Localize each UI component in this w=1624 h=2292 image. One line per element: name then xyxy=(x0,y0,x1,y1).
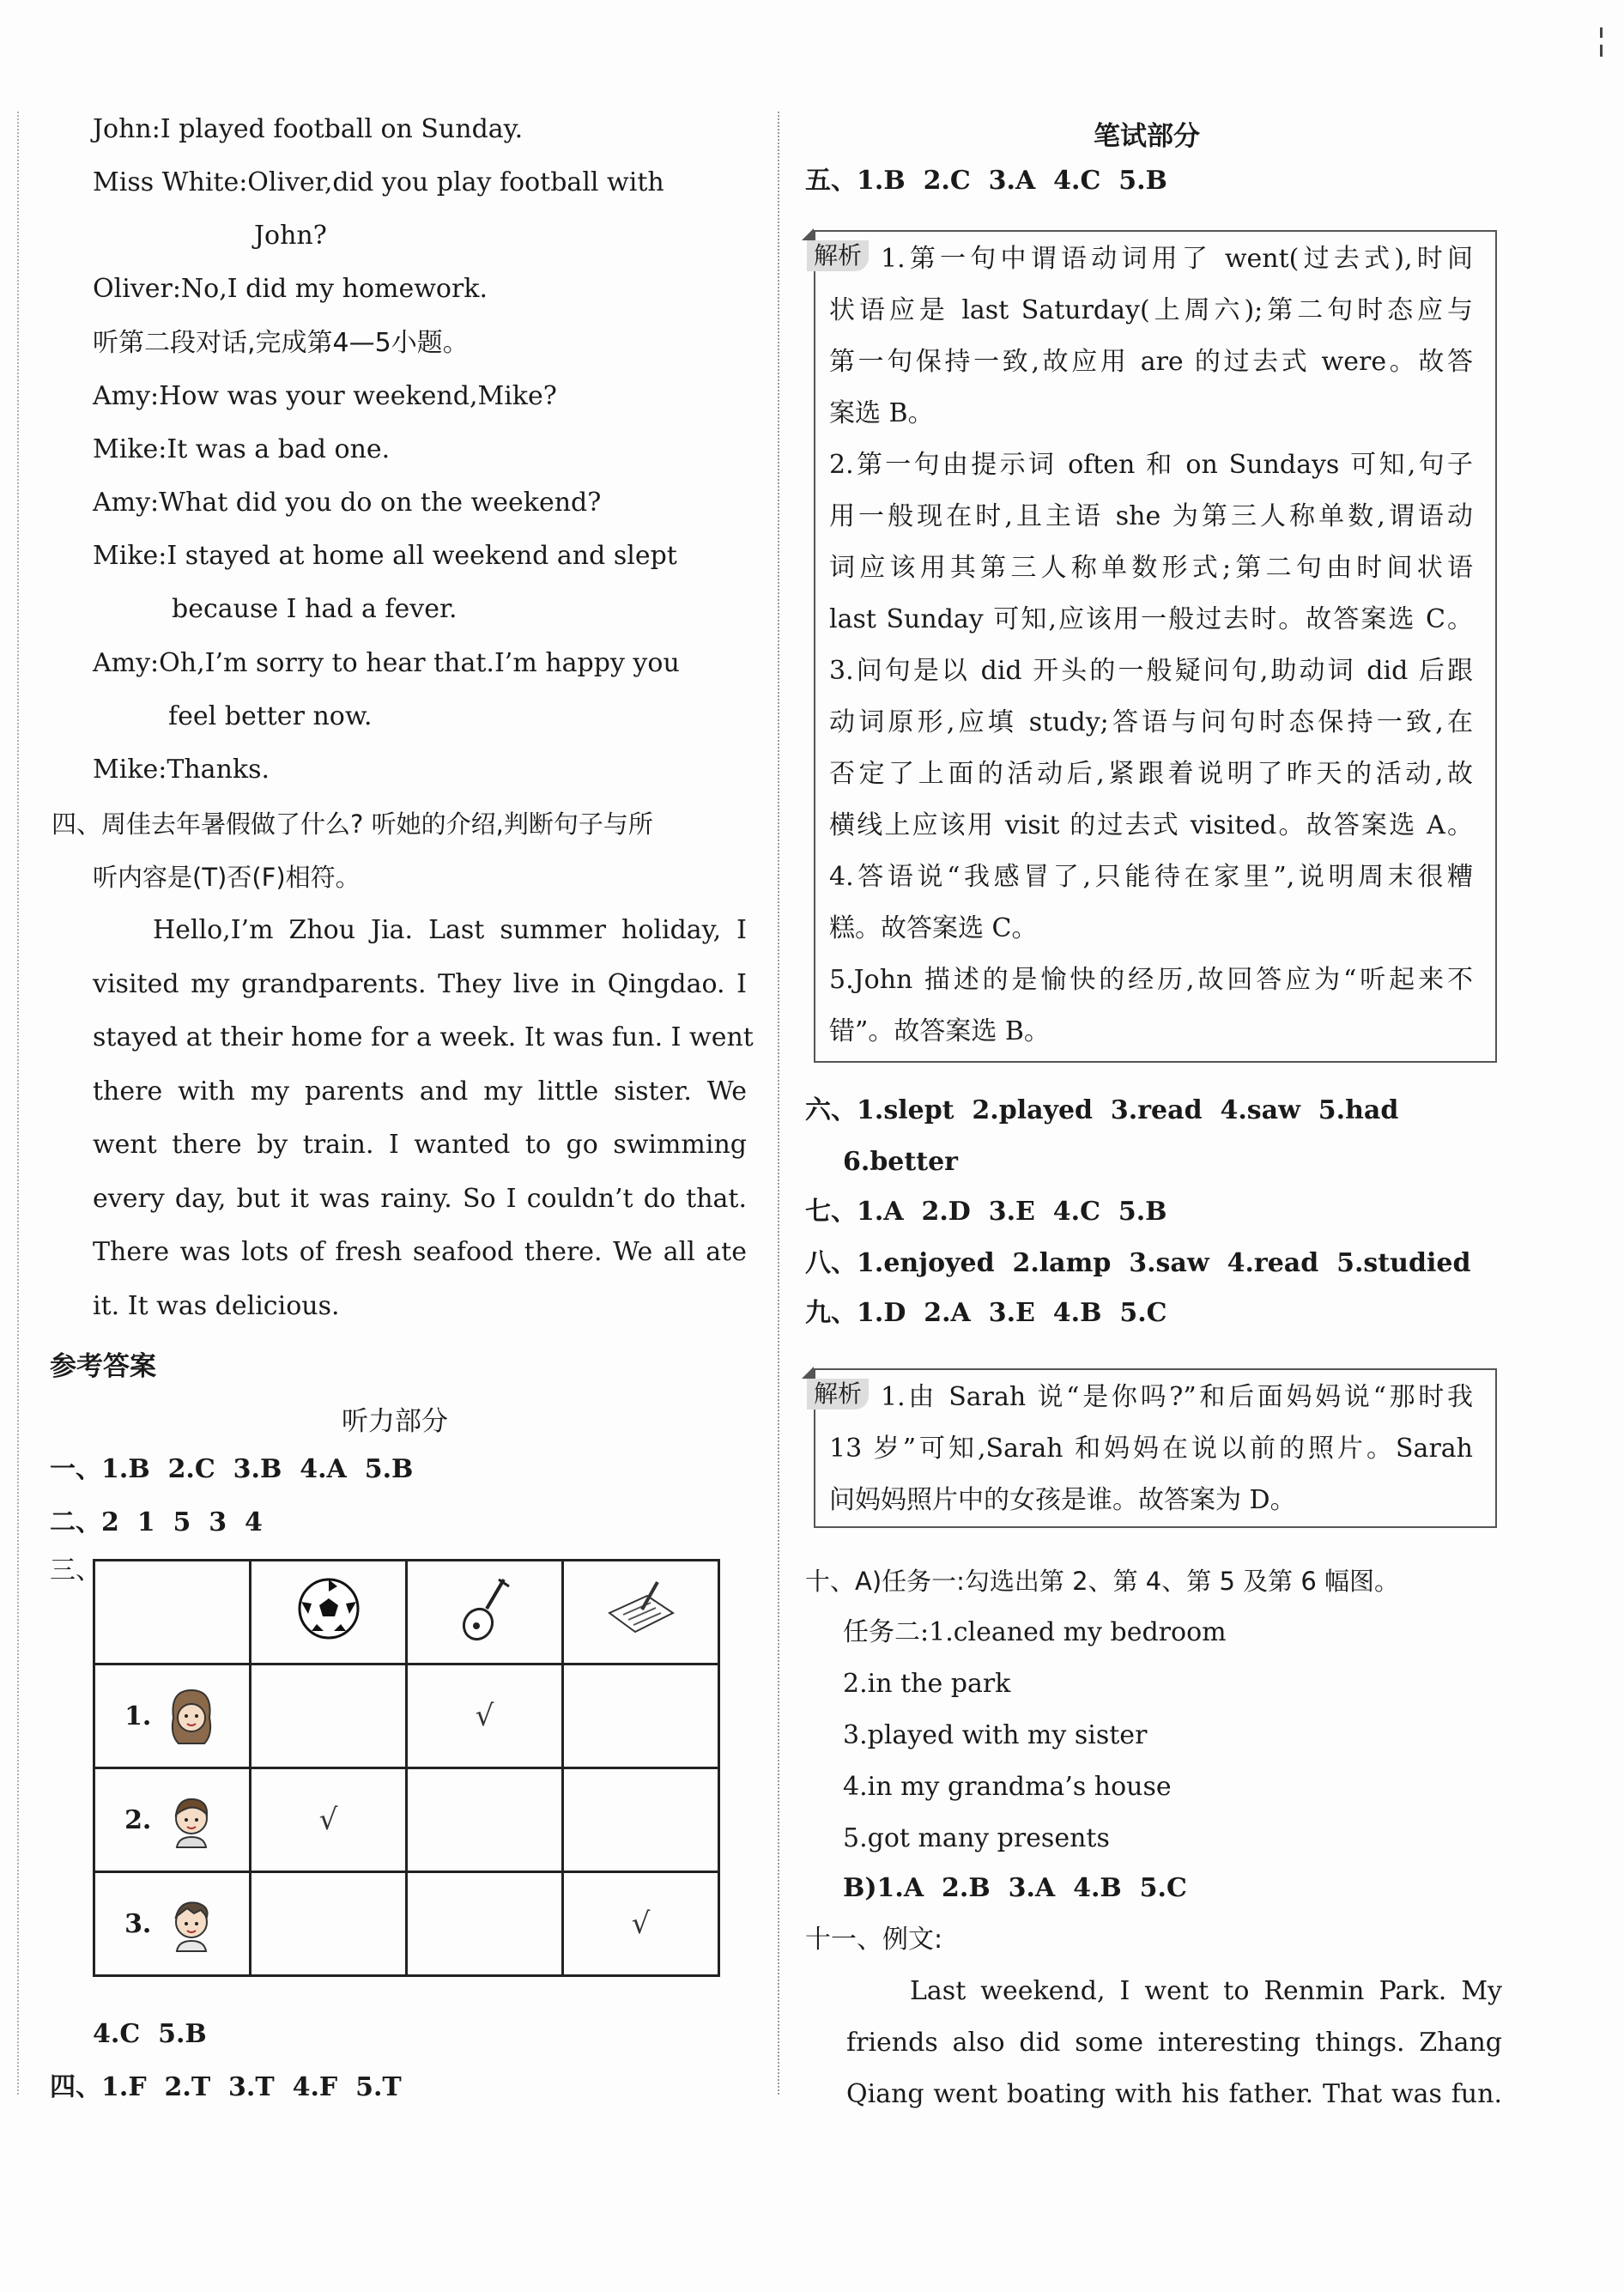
answer-9: 九、1.D 2.A 3.E 4.B 5.C xyxy=(805,1298,1167,1328)
dialog2-line-2: Mike:It was a bad one. xyxy=(93,434,391,464)
passage-line-7: There was lots of fresh seafood there. We all ate xyxy=(93,1237,747,1267)
dialog1-line-4: Oliver:No,I did my homework. xyxy=(93,274,488,304)
answer-11-title: 十一、例文: xyxy=(805,1925,943,1955)
grid-cell xyxy=(563,1768,719,1872)
answer-10-line-7: B)1.A 2.B 3.A 4.B 5.C xyxy=(843,1873,1187,1903)
grid-cell xyxy=(407,1872,563,1976)
answer-3-label: 三、 xyxy=(50,1555,101,1586)
dialog2-line-6: Amy:Oh,I’m sorry to hear that.I’m happy you xyxy=(93,648,680,678)
analysis1-line-3: 第一句保持一致,故应用 are 的过去式 were。故答 xyxy=(829,347,1473,377)
analysis1-line-11: 否定了上面的活动后,紧跟着说明了昨天的活动,故 xyxy=(829,759,1473,789)
analysis2-line-1: 1.由 Sarah 说“是你吗?”和后面妈妈说“那时我 xyxy=(881,1382,1473,1412)
analysis2-line-3: 问妈妈照片中的女孩是谁。故答案为 D。 xyxy=(829,1485,1296,1515)
grid-cell xyxy=(407,1768,563,1872)
passage-line-1: Hello,I’m Zhou Jia. Last summer holiday, I xyxy=(153,915,747,945)
analysis1-line-15: 5.John 描述的是愉快的经历,故回答应为“听起来不 xyxy=(829,965,1473,995)
grid-cell xyxy=(251,1872,407,1976)
analysis1-line-1: 1.第一句中谓语动词用了 went(过去式),时间 xyxy=(881,244,1473,274)
listening-section-heading: 听力部分 xyxy=(342,1406,448,1437)
pipa-icon xyxy=(452,1574,518,1643)
analysis-tag-2: 解析 xyxy=(807,1379,869,1410)
answer-10-line-5: 4.in my grandma’s house xyxy=(843,1772,1172,1802)
row-label: 1. xyxy=(124,1701,152,1731)
essay-line-2: friends also did some interesting things. Zhang xyxy=(846,2028,1502,2058)
boy-icon xyxy=(163,1787,220,1852)
answer-7: 七、1.A 2.D 3.E 4.C 5.B xyxy=(805,1197,1167,1227)
passage-line-3: stayed at their home for a week. It was fun. I went xyxy=(93,1022,754,1052)
answer-10-line-3: 2.in the park xyxy=(843,1669,1011,1699)
grid-row-1 xyxy=(94,1664,719,1768)
answer-10-line-1: 十、A)任务一:勾选出第 2、第 4、第 5 及第 6 幅图。 xyxy=(805,1567,1400,1596)
grid-cell xyxy=(563,1872,719,1976)
answer-8: 八、1.enjoyed 2.lamp 3.saw 4.read 5.studied xyxy=(805,1248,1471,1278)
answer-5: 五、1.B 2.C 3.A 4.C 5.B xyxy=(805,166,1167,196)
grid-cell xyxy=(563,1664,719,1768)
dialog2-line-4: Mike:I stayed at home all weekend and slept xyxy=(93,541,677,571)
analysis1-line-7: 词应该用其第三人称单数形式;第二句由时间状语 xyxy=(829,553,1473,583)
answer-10-line-4: 3.played with my sister xyxy=(843,1720,1148,1750)
edge-marks xyxy=(1595,26,1612,60)
analysis1-line-14: 糕。故答案选 C。 xyxy=(829,913,1038,943)
dialog1-line-1: John:I played football on Sunday. xyxy=(93,114,524,144)
analysis2-line-2: 13 岁”可知,Sarah 和妈妈在说以前的照片。Sarah xyxy=(829,1434,1473,1464)
dialog2-line-7: feel better now. xyxy=(168,701,373,731)
dialog2-line-8: Mike:Thanks. xyxy=(93,755,270,785)
passage-line-6: every day, but it was rainy. So I couldn’t do that. xyxy=(93,1184,747,1214)
essay-line-3: Qiang went boating with his father. That was fun. xyxy=(846,2079,1502,2109)
dialog2-line-3: Amy:What did you do on the weekend? xyxy=(93,488,602,518)
grid-cell xyxy=(251,1768,407,1872)
girl-icon xyxy=(163,1683,220,1749)
analysis1-line-2: 状语应是 last Saturday(上周六);第二句时态应与 xyxy=(829,295,1473,325)
grid-row-2 xyxy=(94,1768,719,1872)
soccer-ball-icon xyxy=(296,1576,361,1641)
row-label: 3. xyxy=(124,1908,152,1939)
answer-2: 二、2 1 5 3 4 xyxy=(50,1507,263,1537)
analysis1-line-4: 案选 B。 xyxy=(829,398,934,428)
analysis1-line-9: 3.问句是以 did 开头的一般疑问句,助动词 did 后跟 xyxy=(829,656,1473,686)
grid-row-3 xyxy=(94,1872,719,1976)
answer-1: 一、1.B 2.C 3.B 4.A 5.B xyxy=(50,1454,414,1484)
dialog2-line-1: Amy:How was your weekend,Mike? xyxy=(93,381,557,411)
writing-icon xyxy=(604,1579,678,1639)
analysis1-line-13: 4.答语说“我感冒了,只能待在家里”,说明周末很糟 xyxy=(829,862,1473,892)
analysis1-line-12: 横线上应该用 visit 的过去式 visited。故答案选 A。 xyxy=(829,810,1473,840)
section4-title-line-2: 听内容是(T)否(F)相符。 xyxy=(93,863,361,892)
grid-header-football xyxy=(251,1561,407,1664)
grid-row-1-label xyxy=(94,1664,251,1768)
dialog2-intro: 听第二段对话,完成第4—5小题。 xyxy=(93,328,469,358)
row-label: 2. xyxy=(124,1804,152,1835)
reference-answer-heading: 参考答案 xyxy=(50,1351,156,1382)
grid-cell xyxy=(407,1664,563,1768)
passage-line-8: it. It was delicious. xyxy=(93,1291,340,1321)
essay-line-1: Last weekend, I went to Renmin Park. My xyxy=(910,1976,1502,2006)
passage-line-5: went there by train. I wanted to go swimming xyxy=(93,1130,747,1160)
answer-10-line-2: 任务二:1.cleaned my bedroom xyxy=(843,1617,1227,1647)
grid-row-3-label xyxy=(94,1872,251,1976)
analysis-tag-corner xyxy=(802,1367,814,1379)
written-section-heading: 笔试部分 xyxy=(1094,121,1200,152)
check-mark: √ xyxy=(475,1699,494,1733)
grid-row-2-label xyxy=(94,1768,251,1872)
analysis-tag-1: 解析 xyxy=(807,240,869,271)
analysis1-line-5: 2.第一句由提示词 often 和 on Sundays 可知,句子 xyxy=(829,450,1473,480)
answer-6-line-2: 6.better xyxy=(843,1147,958,1177)
dialog2-line-5: because I had a fever. xyxy=(172,594,458,624)
grid-header-row xyxy=(94,1561,719,1664)
check-mark: √ xyxy=(631,1907,651,1941)
analysis-tag-corner xyxy=(802,228,814,240)
grid-corner-cell xyxy=(94,1561,251,1664)
analysis1-line-16: 错”。故答案选 B。 xyxy=(829,1016,1050,1046)
passage-line-4: there with my parents and my little sister. We xyxy=(93,1076,747,1107)
answer-4: 四、1.F 2.T 3.T 4.F 5.T xyxy=(50,2072,402,2102)
dialog1-line-3: John? xyxy=(254,221,327,251)
grid-cell xyxy=(251,1664,407,1768)
left-margin-rule xyxy=(17,112,19,2095)
answer-3-tail: 4.C 5.B xyxy=(93,2019,207,2049)
passage-line-2: visited my grandparents. They live in Qingdao. I xyxy=(93,969,747,999)
answer-10-line-6: 5.got many presents xyxy=(843,1823,1110,1853)
column-divider xyxy=(778,112,779,2095)
analysis1-line-6: 用一般现在时,且主语 she 为第三人称单数,谓语动 xyxy=(829,501,1473,531)
grid-header-writing xyxy=(563,1561,719,1664)
answer-6-line-1: 六、1.slept 2.played 3.read 4.saw 5.had xyxy=(805,1095,1399,1125)
grid-header-pipa xyxy=(407,1561,563,1664)
answer-3-grid xyxy=(93,1559,720,1977)
analysis1-line-10: 动词原形,应填 study;答语与问句时态保持一致,在 xyxy=(829,707,1473,737)
check-mark: √ xyxy=(318,1803,338,1837)
dialog1-line-2: Miss White:Oliver,did you play football with xyxy=(93,167,664,197)
analysis1-line-8: last Sunday 可知,应该用一般过去时。故答案选 C。 xyxy=(829,604,1473,634)
section4-title-line-1: 四、周佳去年暑假做了什么? 听她的介绍,判断句子与所 xyxy=(52,809,653,839)
boy-icon xyxy=(163,1891,220,1956)
